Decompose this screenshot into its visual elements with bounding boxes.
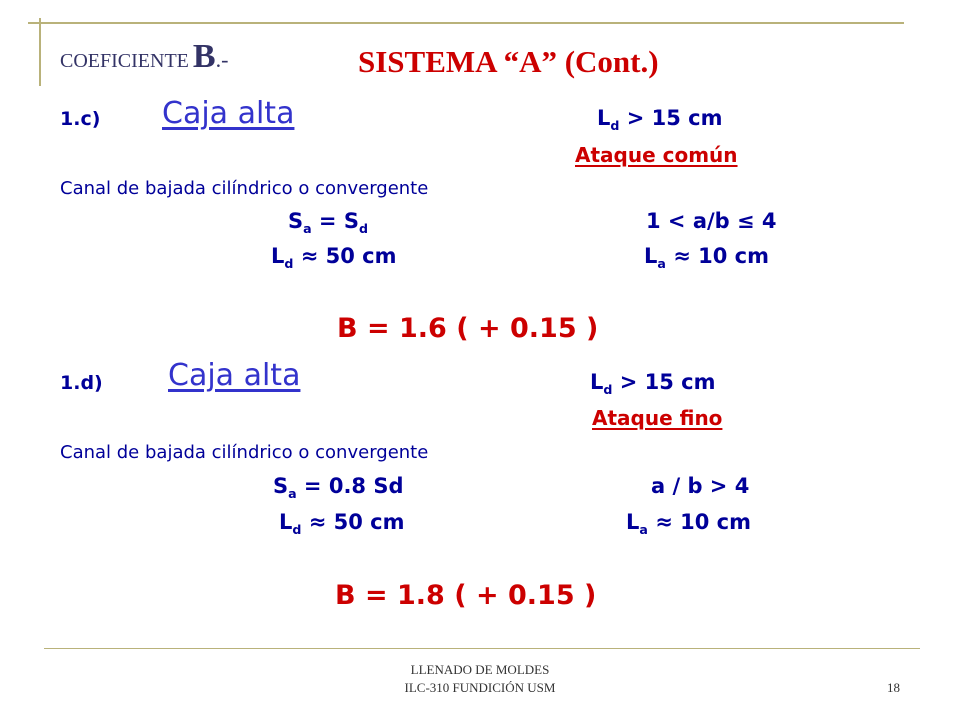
section-1c-eq-ratio: 1 < a/b ≤ 4 <box>646 209 777 233</box>
section-1c-number: 1.c) <box>60 108 101 130</box>
page-number: 18 <box>887 680 900 695</box>
top-divider <box>28 22 904 24</box>
left-accent-line <box>39 18 41 86</box>
section-1d-result: B = 1.8 ( + 0.15 ) <box>335 580 597 611</box>
section-1d-eq-ld: $L_d \approx 50$ cm <box>279 510 405 538</box>
footer-line-2: ILC-310 FUNDICIÓN USM <box>404 680 556 695</box>
section-1d-heading: Caja alta <box>168 358 301 393</box>
title-suffix: .- <box>215 47 229 72</box>
section-1d-ataque: Ataque fino <box>592 406 723 430</box>
footer-line-1: LLENADO DE MOLDES <box>410 662 550 677</box>
section-1d-canal: Canal de bajada cilíndrico o convergente <box>60 442 429 463</box>
section-1d-condition: $L_d > 15$ cm <box>590 370 716 398</box>
title-letter: B <box>192 38 216 75</box>
section-1c-ataque: Ataque común <box>575 143 738 167</box>
section-1c-heading: Caja alta <box>162 96 295 131</box>
section-1c-result: B = 1.6 ( + 0.15 ) <box>337 313 599 344</box>
title-prefix: COEFICIENTE <box>60 50 189 72</box>
section-1c-condition: $L_d > 15$ cm <box>597 106 723 134</box>
section-1d-eq-ratio: a / b > 4 <box>651 474 750 498</box>
section-1c-eq-area: $S_a = S_d$ <box>288 209 368 237</box>
section-1c-canal: Canal de bajada cilíndrico o convergente <box>60 178 429 199</box>
section-1d-eq-area: $S_a = 0.8$ Sd <box>273 474 404 502</box>
slide-title <box>60 38 659 79</box>
section-1c-eq-la: $L_a \approx 10$ cm <box>644 244 769 272</box>
section-1c-eq-ld: $L_d \approx 50$ cm <box>271 244 397 272</box>
section-1d-number: 1.d) <box>60 372 103 394</box>
title-system: SISTEMA “A” (Cont.) <box>358 44 659 79</box>
bottom-divider <box>44 648 920 649</box>
section-1d-eq-la: $L_a \approx 10$ cm <box>626 510 751 538</box>
